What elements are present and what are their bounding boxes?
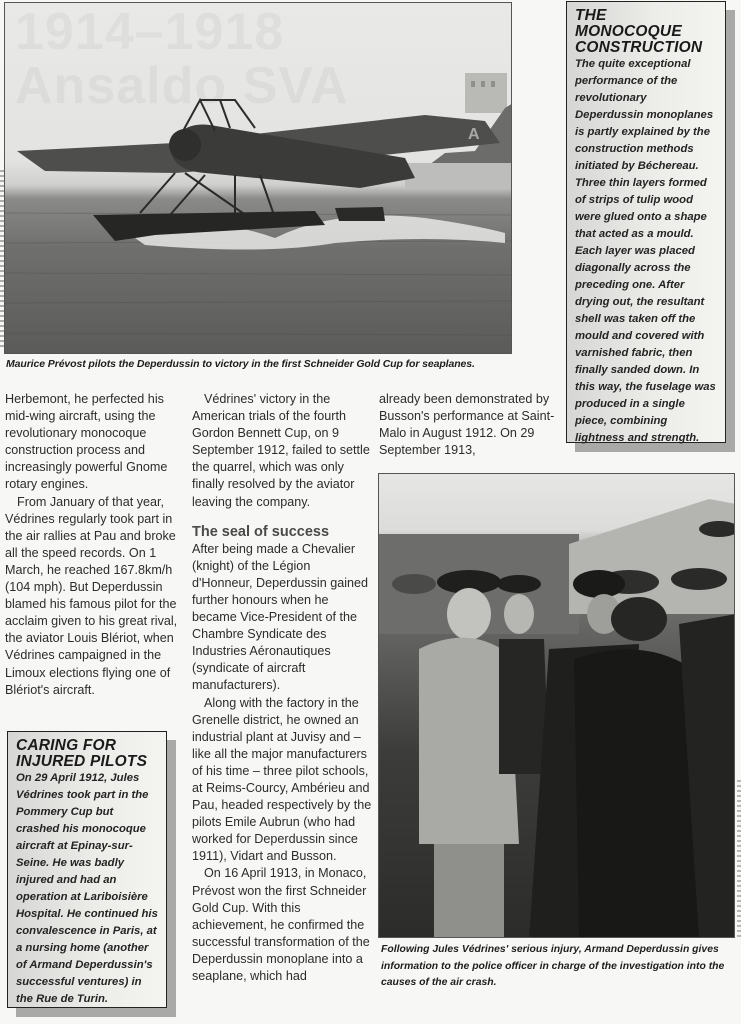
article-column-2 <box>192 391 372 985</box>
engine-cowling <box>169 129 201 161</box>
photo-caption: Maurice Prévost pilots the Deperdussin to victory in the first Schneider Gold Cup for seaplanes. <box>6 358 475 370</box>
paragraph: Védrines' victory in the American trials of the fourth Gordon Bennett Cup, on 9 September 1912, failed to settle the quarrel, which was only finally resolved by the aviator leaving the company. <box>192 392 370 509</box>
section-heading: The seal of success <box>192 523 330 540</box>
seaplane-photo <box>4 2 512 354</box>
sidebar-title: CARING FOR INJURED PILOTS <box>16 737 148 770</box>
paragraph: From January of that year, Védrines regularly took part in the air rallies at Pau and broke all the speed records. On 1 March, he reached 167.8km/h (104 mph). But Deperdussin blamed his famous pilot for the acclaim given to his great rival, the aviator Louis Blériot, when Védrines campaigned in the Limoux elections flying one of Blériot's aircraft. <box>5 494 178 697</box>
photo-credit <box>737 780 741 940</box>
sidebar-caring-for-injured-pilots <box>7 731 167 1008</box>
building <box>465 73 507 113</box>
sidebar-monocoque-construction <box>566 1 726 443</box>
group-of-men-photo <box>378 473 735 938</box>
paragraph: Along with the factory in the Grenelle district, he owned an industrial plant at Juvisy and – like all the major manufacturers of his time – three pilot schools, at Reims-Courcy, Ambérieu and Pau, headed respectively by the pilots Emile Aubrun (who had worked for Deperdussin since 1911), Vidart and Busson. <box>192 695 372 864</box>
svg-text:A: A <box>468 126 480 143</box>
paragraph: Herbemont, he perfected his mid-wing aircraft, using the revolutionary monocoque construction process and increasingly powerful Gnome rotary engines. <box>5 392 168 492</box>
bowler-hat <box>573 570 625 598</box>
group-illustration <box>379 474 735 938</box>
photo-caption: Following Jules Védrines' serious injury, Armand Deperdussin gives information to the police officer in charge of the investigation into the causes of the air crash. <box>381 944 725 988</box>
seaplane-illustration <box>5 3 512 354</box>
float-tail <box>335 207 385 221</box>
article-column-1 <box>5 391 185 699</box>
sidebar-body: The quite exceptional performance of the revolutionary Deperdussin monoplanes is partly explained by the construction methods initiated by Béchereau. Three thin layers formed of strips of tulip wood were glued onto a shape that acted as a mould. Each layer was placed diagonally across the preceding one. After drying out, the resultant shell was taken off the mould and covered with varnished fabric, then finally sanded down. In this way, the fuselage was produced in a single piece, combining lightness and strength. <box>575 58 716 444</box>
sidebar-body: On 29 April 1912, Jules Védrines took part in the Pommery Cup but crashed his monocoque aircraft at Epinay-sur-Seine. He was badly injured and had an operation at Lariboisière Hospital. He continued his convalescence in Paris, at a nursing home (another of Armand Deperdussin's successful ventures) in the Rue de Turin. <box>16 772 158 1005</box>
photo-credit <box>0 170 4 350</box>
float-struts <box>140 173 275 218</box>
article-column-3 <box>379 391 559 459</box>
face <box>447 588 491 640</box>
paragraph: already been demonstrated by Busson's performance at Saint-Malo in August 1912. On 29 September 1913, <box>379 392 555 458</box>
sidebar-title: THE MONOCOQUE CONSTRUCTION <box>575 7 703 56</box>
paragraph: After being made a Chevalier (knight) of the Légion d'Honneur, Deperdussin gained further honours when he became Vice-President of the Chambre Syndicate des Industries Aéronautiques (syndicate of aircraft manufacturers). <box>192 541 369 693</box>
paragraph: On 16 April 1913, in Monaco, Prévost won the first Schneider Gold Cup. With this achievement, he confirmed the successful transformation of the Deperdussin monoplane into a seaplane, which had <box>192 866 370 983</box>
